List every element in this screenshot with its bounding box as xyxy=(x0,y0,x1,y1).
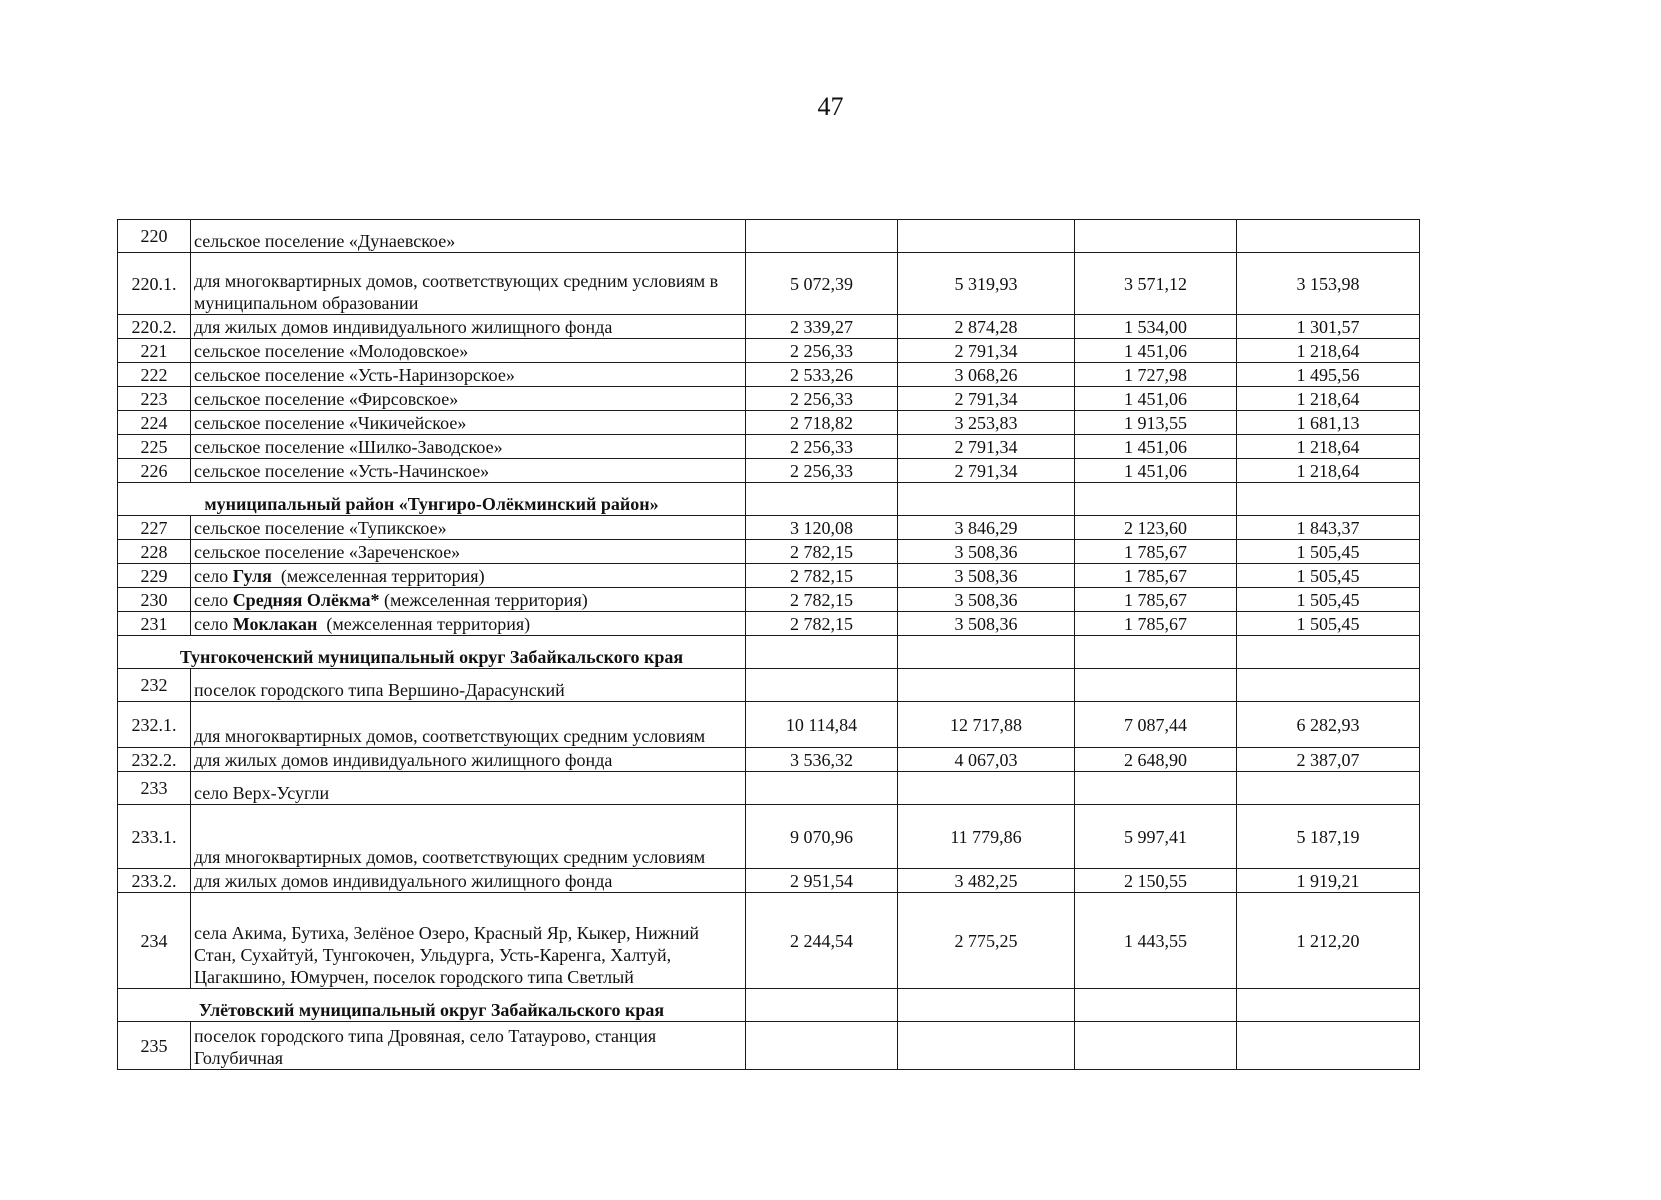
settlement-name: для многоквартирных домов, соответствующих средним условиям в муниципальном образовании xyxy=(191,253,746,315)
settlement-name: село Верх-Усугли xyxy=(191,772,746,805)
empty-cell xyxy=(1237,989,1420,1022)
value-cell: 12 717,88 xyxy=(898,702,1075,748)
value-cell: 1 451,06 xyxy=(1075,387,1237,411)
value-cell xyxy=(1237,669,1420,702)
row-number: 231 xyxy=(118,612,191,636)
row-number: 222 xyxy=(118,363,191,387)
value-cell: 11 779,86 xyxy=(898,805,1075,869)
table-row xyxy=(118,748,1420,772)
row-number: 220.1. xyxy=(118,253,191,315)
settlement-name: сельское поселение «Чикичейское» xyxy=(191,411,746,435)
value-cell xyxy=(746,772,898,805)
value-cell: 1 212,20 xyxy=(1237,893,1420,989)
value-cell: 2 951,54 xyxy=(746,869,898,893)
value-cell: 3 120,08 xyxy=(746,516,898,540)
section-title: муниципальный район «Тунгиро-Олёкминский район» xyxy=(118,483,746,516)
table-row xyxy=(118,220,1420,253)
row-number: 220.2. xyxy=(118,315,191,339)
value-cell: 2 718,82 xyxy=(746,411,898,435)
row-number: 233.1. xyxy=(118,805,191,869)
table-row xyxy=(118,387,1420,411)
value-cell xyxy=(1237,772,1420,805)
table-row xyxy=(118,435,1420,459)
settlement-name xyxy=(191,588,746,612)
row-number: 228 xyxy=(118,540,191,564)
table-row xyxy=(118,1022,1420,1070)
value-cell: 1 785,67 xyxy=(1075,540,1237,564)
settlement-suffix: (межселенная территория) xyxy=(379,590,588,610)
value-cell: 2 782,15 xyxy=(746,612,898,636)
settlement-name: сельское поселение «Фирсовское» xyxy=(191,387,746,411)
value-cell: 1 218,64 xyxy=(1237,339,1420,363)
settlement-name xyxy=(191,564,746,588)
settlement-name: для многоквартирных домов, соответствующих средним условиям xyxy=(191,805,746,869)
value-cell: 2 256,33 xyxy=(746,459,898,483)
value-cell xyxy=(1237,1022,1420,1070)
value-cell: 2 791,34 xyxy=(898,339,1075,363)
settlement-name: сельское поселение «Тупикское» xyxy=(191,516,746,540)
empty-cell xyxy=(1237,483,1420,516)
value-cell xyxy=(746,220,898,253)
row-number: 232.1. xyxy=(118,702,191,748)
settlement-bold-name: Средняя Олёкма* xyxy=(232,590,380,610)
row-number: 221 xyxy=(118,339,191,363)
table-row xyxy=(118,363,1420,387)
row-number: 226 xyxy=(118,459,191,483)
row-number: 224 xyxy=(118,411,191,435)
table-row xyxy=(118,516,1420,540)
value-cell: 1 218,64 xyxy=(1237,459,1420,483)
value-cell: 2 256,33 xyxy=(746,435,898,459)
table-row xyxy=(118,253,1420,315)
value-cell: 2 791,34 xyxy=(898,435,1075,459)
value-cell: 2 874,28 xyxy=(898,315,1075,339)
value-cell: 1 218,64 xyxy=(1237,387,1420,411)
settlement-name: для жилых домов индивидуального жилищного фонда xyxy=(191,748,746,772)
value-cell: 1 443,55 xyxy=(1075,893,1237,989)
settlement-name: сельское поселение «Дунаевское» xyxy=(191,220,746,253)
value-cell: 1 785,67 xyxy=(1075,588,1237,612)
value-cell xyxy=(898,220,1075,253)
settlement-suffix: (межселенная территория) xyxy=(317,614,531,634)
value-cell: 2 791,34 xyxy=(898,459,1075,483)
value-cell: 5 187,19 xyxy=(1237,805,1420,869)
empty-cell xyxy=(898,636,1075,669)
table-row xyxy=(118,339,1420,363)
value-cell xyxy=(898,669,1075,702)
value-cell: 5 997,41 xyxy=(1075,805,1237,869)
value-cell: 3 482,25 xyxy=(898,869,1075,893)
value-cell: 3 068,26 xyxy=(898,363,1075,387)
row-number: 234 xyxy=(118,893,191,989)
value-cell: 1 785,67 xyxy=(1075,564,1237,588)
value-cell: 1 451,06 xyxy=(1075,435,1237,459)
empty-cell xyxy=(1075,989,1237,1022)
value-cell: 2 339,27 xyxy=(746,315,898,339)
value-cell: 1 218,64 xyxy=(1237,435,1420,459)
settlement-name: для жилых домов индивидуального жилищного фонда xyxy=(191,869,746,893)
value-cell: 1 919,21 xyxy=(1237,869,1420,893)
value-cell: 2 648,90 xyxy=(1075,748,1237,772)
value-cell: 3 571,12 xyxy=(1075,253,1237,315)
value-cell: 2 123,60 xyxy=(1075,516,1237,540)
settlement-name xyxy=(191,612,746,636)
table-row xyxy=(118,669,1420,702)
settlement-prefix: село xyxy=(194,590,233,610)
value-cell: 5 072,39 xyxy=(746,253,898,315)
row-number: 233 xyxy=(118,772,191,805)
value-cell xyxy=(898,1022,1075,1070)
settlement-name: сельское поселение «Усть-Наринзорское» xyxy=(191,363,746,387)
value-cell: 1 785,67 xyxy=(1075,612,1237,636)
table-row xyxy=(118,315,1420,339)
value-cell: 1 495,56 xyxy=(1237,363,1420,387)
section-title: Улётовский муниципальный округ Забайкальского края xyxy=(118,989,746,1022)
table-row xyxy=(118,893,1420,989)
value-cell: 3 508,36 xyxy=(898,564,1075,588)
settlement-name: для жилых домов индивидуального жилищного фонда xyxy=(191,315,746,339)
empty-cell xyxy=(746,636,898,669)
value-cell: 7 087,44 xyxy=(1075,702,1237,748)
value-cell: 2 533,26 xyxy=(746,363,898,387)
settlement-name: поселок городского типа Вершино-Дарасунский xyxy=(191,669,746,702)
settlement-name: сельское поселение «Усть-Начинское» xyxy=(191,459,746,483)
empty-cell xyxy=(898,989,1075,1022)
value-cell: 1 451,06 xyxy=(1075,339,1237,363)
value-cell xyxy=(1075,669,1237,702)
table-row xyxy=(118,588,1420,612)
value-cell: 2 256,33 xyxy=(746,387,898,411)
value-cell xyxy=(1075,220,1237,253)
section-title: Тунгокоченский муниципальный округ Забайкальского края xyxy=(118,636,746,669)
tariff-table xyxy=(117,219,1420,1070)
empty-cell xyxy=(746,483,898,516)
value-cell: 2 782,15 xyxy=(746,564,898,588)
value-cell: 2 387,07 xyxy=(1237,748,1420,772)
value-cell: 1 301,57 xyxy=(1237,315,1420,339)
value-cell xyxy=(1075,1022,1237,1070)
value-cell: 1 451,06 xyxy=(1075,459,1237,483)
value-cell: 10 114,84 xyxy=(746,702,898,748)
value-cell: 1 843,37 xyxy=(1237,516,1420,540)
value-cell: 1 534,00 xyxy=(1075,315,1237,339)
value-cell xyxy=(746,669,898,702)
row-number: 233.2. xyxy=(118,869,191,893)
value-cell: 2 782,15 xyxy=(746,540,898,564)
row-number: 223 xyxy=(118,387,191,411)
row-number: 232.2. xyxy=(118,748,191,772)
settlement-name: сельское поселение «Шилко-Заводское» xyxy=(191,435,746,459)
table-row xyxy=(118,411,1420,435)
page-number: 47 xyxy=(817,92,844,121)
value-cell: 3 508,36 xyxy=(898,612,1075,636)
value-cell: 1 727,98 xyxy=(1075,363,1237,387)
value-cell: 1 505,45 xyxy=(1237,612,1420,636)
value-cell: 1 505,45 xyxy=(1237,564,1420,588)
value-cell: 2 791,34 xyxy=(898,387,1075,411)
value-cell xyxy=(746,1022,898,1070)
section-row xyxy=(118,989,1420,1022)
value-cell: 1 505,45 xyxy=(1237,588,1420,612)
value-cell xyxy=(1237,220,1420,253)
settlement-bold-name: Гуля xyxy=(232,566,272,586)
row-number: 229 xyxy=(118,564,191,588)
settlement-name: сельское поселение «Зареченское» xyxy=(191,540,746,564)
row-number: 227 xyxy=(118,516,191,540)
section-row xyxy=(118,483,1420,516)
value-cell xyxy=(898,772,1075,805)
settlement-name: села Акима, Бутиха, Зелёное Озеро, Красный Яр, Кыкер, Нижний Стан, Сухайтуй, Тунгокочен, Ульдурга, Усть-Каренга, Халтуй, Цагакшино, Юмурчен, поселок городского типа Светлый xyxy=(191,893,746,989)
row-number: 220 xyxy=(118,220,191,253)
settlement-suffix: (межселенная территория) xyxy=(271,566,485,586)
empty-cell xyxy=(898,483,1075,516)
value-cell: 5 319,93 xyxy=(898,253,1075,315)
settlement-prefix: село xyxy=(194,566,233,586)
settlement-name: для многоквартирных домов, соответствующих средним условиям xyxy=(191,702,746,748)
table-row xyxy=(118,805,1420,869)
value-cell: 3 536,32 xyxy=(746,748,898,772)
table-row xyxy=(118,772,1420,805)
empty-cell xyxy=(1075,636,1237,669)
row-number: 232 xyxy=(118,669,191,702)
settlement-bold-name: Моклакан xyxy=(232,614,318,634)
row-number: 225 xyxy=(118,435,191,459)
value-cell xyxy=(1075,772,1237,805)
value-cell: 3 153,98 xyxy=(1237,253,1420,315)
table-row xyxy=(118,612,1420,636)
value-cell: 3 846,29 xyxy=(898,516,1075,540)
empty-cell xyxy=(1237,636,1420,669)
value-cell: 2 150,55 xyxy=(1075,869,1237,893)
section-row xyxy=(118,636,1420,669)
table-row xyxy=(118,869,1420,893)
value-cell: 4 067,03 xyxy=(898,748,1075,772)
value-cell: 6 282,93 xyxy=(1237,702,1420,748)
value-cell: 2 775,25 xyxy=(898,893,1075,989)
value-cell: 3 508,36 xyxy=(898,588,1075,612)
value-cell: 2 256,33 xyxy=(746,339,898,363)
value-cell: 3 253,83 xyxy=(898,411,1075,435)
row-number: 230 xyxy=(118,588,191,612)
value-cell: 2 244,54 xyxy=(746,893,898,989)
value-cell: 1 913,55 xyxy=(1075,411,1237,435)
table-row xyxy=(118,540,1420,564)
settlement-name: поселок городского типа Дровяная, село Татаурово, станция Голубичная xyxy=(191,1022,746,1070)
empty-cell xyxy=(1075,483,1237,516)
row-number: 235 xyxy=(118,1022,191,1070)
value-cell: 3 508,36 xyxy=(898,540,1075,564)
empty-cell xyxy=(746,989,898,1022)
table-row xyxy=(118,702,1420,748)
value-cell: 1 505,45 xyxy=(1237,540,1420,564)
settlement-prefix: село xyxy=(194,614,233,634)
value-cell: 1 681,13 xyxy=(1237,411,1420,435)
value-cell: 9 070,96 xyxy=(746,805,898,869)
table-row xyxy=(118,564,1420,588)
table-row xyxy=(118,459,1420,483)
settlement-name: сельское поселение «Молодовское» xyxy=(191,339,746,363)
value-cell: 2 782,15 xyxy=(746,588,898,612)
